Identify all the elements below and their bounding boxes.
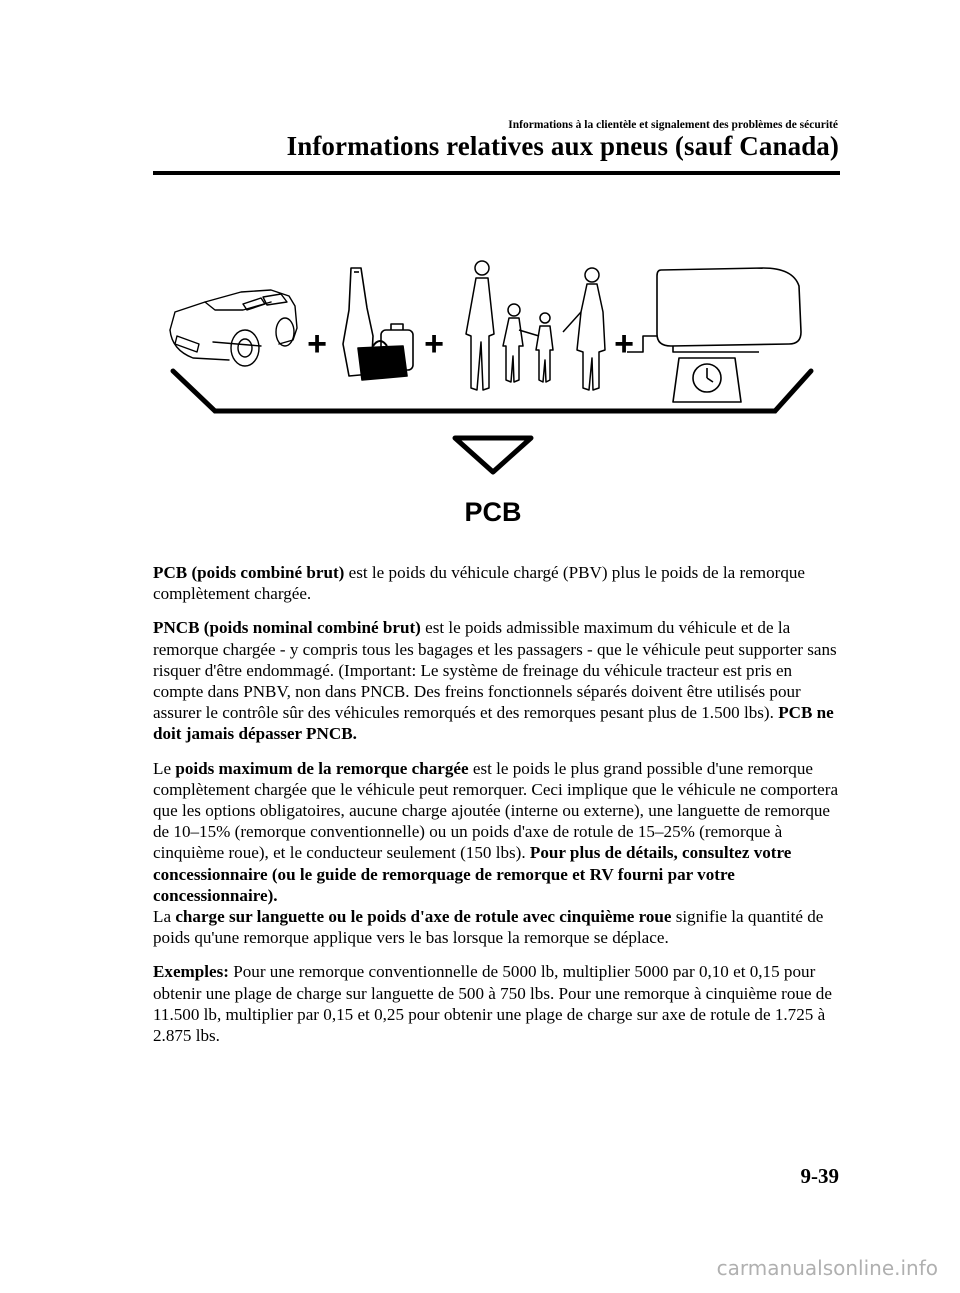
text-max-trailer: est le poids le plus grand possible d'une remorque complètement chargée que le véhicule peut remorquer. Ceci implique que le véhicule ne comportera que les options obligatoires, aucune charge ajoutée (interne ou externe), une languette de remorque de 10–15% (remorque conventionnelle) ou un poids d'axe de rotule de 15–25% (remorque à cinquième roue), et le conducteur seulement (150 lbs). — [153, 758, 839, 863]
plus-sign-2: + — [424, 325, 444, 363]
text-tongue-load: signifie la quantité de poids qu'une remorque applique vers le bas lorsque la remorque se déplace. — [153, 907, 824, 948]
passengers-icon — [466, 261, 605, 390]
trailer-on-scale-icon — [627, 268, 801, 402]
paragraph-examples — [153, 961, 843, 1046]
header-divider — [153, 171, 840, 175]
prefix-tongue-load: La — [153, 907, 176, 927]
page-title: Informations relatives aux pneus (sauf Canada) — [286, 131, 839, 161]
paragraph-pncb — [153, 617, 843, 744]
plus-sign-3: + — [614, 325, 634, 363]
page-number: 9-39 — [800, 1164, 839, 1188]
term-pncb: PNCB (poids nominal combiné brut) — [153, 618, 421, 638]
text-examples: Pour une remorque conventionnelle de 5000 lb, multiplier 5000 par 0,10 et 0,15 pour obtenir une plage de charge sur languette de 500 à 750 lbs. Pour une remorque à cinquième roue de 11.500 lb, multiplier par 0,15 et 0,25 pour obtenir une plage de charge sur axe de rotule de 1.725 à 2.875 lbs. — [153, 962, 832, 1046]
gcw-illustration — [153, 240, 840, 540]
term-tongue-load: charge sur languette ou le poids d'axe de rotule avec cinquième roue — [175, 907, 672, 927]
warning-pncb: PCB ne doit jamais dépasser PNCB. — [153, 703, 834, 744]
body-text — [153, 562, 843, 1059]
luggage-icon — [343, 268, 413, 380]
text-pncb: est le poids admissible maximum du véhicule et de la remorque chargée - y compris tous les bagages et les passagers - que le véhicule peut supporter sans risquer d'être endommagé. (Important: Le système de freinage du véhicule tracteur est pris en compte dans PNBV, non dans PNCB. Des freins fonctionnels séparés doivent être utilisés pour assurer le contrôle sûr des véhicules remorqués et des remorques pesant plus de 1.500 lbs). — [153, 618, 837, 723]
text-pcb: est le poids du véhicule chargé (PBV) plus le poids de la remorque complètement chargée. — [153, 563, 806, 604]
vehicle-icon — [170, 290, 297, 366]
arrow-down-icon — [455, 438, 531, 472]
term-pcb: PCB (poids combiné brut) — [153, 563, 345, 582]
term-max-trailer: poids maximum de la remorque chargée — [175, 758, 469, 778]
paragraph-tongue-load — [153, 906, 843, 948]
pcb-result-label: PCB — [464, 497, 522, 527]
term-examples: Exemples: — [153, 962, 229, 982]
chapter-subtitle: Informations à la clientèle et signalement des problèmes de sécurité — [508, 119, 838, 131]
prefix-max-trailer: Le — [153, 758, 176, 778]
watermark: carmanualsonline.info — [716, 1256, 938, 1280]
plus-sign-1: + — [307, 325, 327, 363]
bracket-line — [173, 371, 811, 411]
paragraph-pcb — [153, 562, 843, 604]
advice-max-trailer: Pour plus de détails, consultez votre concessionnaire (ou le guide de remorquage de remorque et RV fourni par votre concessionnaire). — [153, 843, 792, 905]
paragraph-max-trailer — [153, 758, 843, 906]
